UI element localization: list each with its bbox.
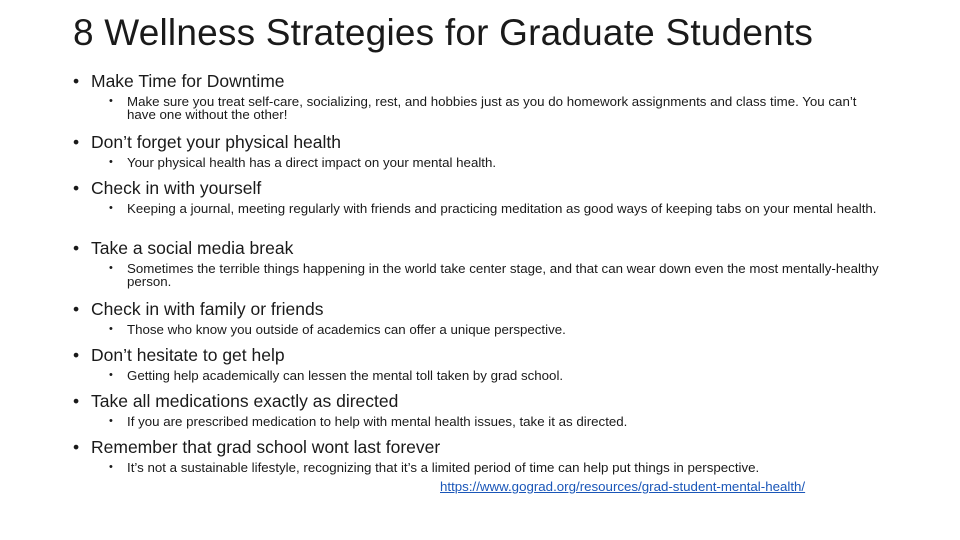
strategy-item bbox=[0, 237, 960, 288]
strategy-heading: Check in with family or friends bbox=[91, 299, 324, 319]
strategy-detail: Make sure you treat self-care, socializing, rest, and hobbies just as you do homework assignments and class time. You can’t have one without the other! bbox=[127, 94, 857, 122]
strategy-detail: Your physical health has a direct impact on your mental health. bbox=[127, 155, 497, 170]
strategy-detail: Sometimes the terrible things happening in the world take center stage, and that can wear down even the most mentally-healthy person. bbox=[127, 261, 879, 289]
strategy-heading: Remember that grad school wont last forever bbox=[91, 437, 441, 457]
strategy-heading: Take a social media break bbox=[91, 238, 294, 258]
bullet: • bbox=[73, 391, 80, 411]
bullet: • bbox=[109, 202, 113, 214]
strategy-item bbox=[0, 390, 960, 428]
bullet: • bbox=[73, 71, 80, 91]
bullet: • bbox=[73, 132, 80, 152]
strategy-heading: Make Time for Downtime bbox=[91, 71, 285, 91]
strategy-detail: Those who know you outside of academics can offer a unique perspective. bbox=[127, 322, 566, 337]
bullet: • bbox=[109, 323, 113, 335]
slide-title: 8 Wellness Strategies for Graduate Students bbox=[73, 12, 814, 53]
source-link[interactable]: https://www.gograd.org/resources/grad-student-mental-health/ bbox=[440, 479, 806, 494]
strategy-detail: It’s not a sustainable lifestyle, recognizing that it’s a limited period of time can help put things in perspective. bbox=[127, 460, 760, 475]
bullet: • bbox=[109, 461, 113, 473]
bullet: • bbox=[73, 437, 80, 457]
strategy-heading: Check in with yourself bbox=[91, 178, 262, 198]
bullet: • bbox=[73, 238, 80, 258]
bullet: • bbox=[109, 156, 113, 168]
strategy-item bbox=[0, 344, 960, 382]
strategy-item bbox=[0, 70, 960, 121]
bullet: • bbox=[109, 95, 113, 107]
strategy-item bbox=[0, 131, 960, 169]
strategy-item bbox=[0, 436, 960, 474]
strategy-item bbox=[0, 177, 960, 215]
bullet: • bbox=[109, 369, 113, 381]
strategy-heading: Don’t forget your physical health bbox=[91, 132, 341, 152]
bullet: • bbox=[109, 262, 113, 274]
bullet: • bbox=[109, 415, 113, 427]
strategy-heading: Don’t hesitate to get help bbox=[91, 345, 285, 365]
bullet: • bbox=[73, 345, 80, 365]
strategy-detail: Getting help academically can lessen the mental toll taken by grad school. bbox=[127, 368, 564, 383]
strategy-detail: Keeping a journal, meeting regularly with friends and practicing meditation as good ways of keeping tabs on your mental health. bbox=[127, 201, 877, 216]
bullet: • bbox=[73, 178, 80, 198]
strategy-detail: If you are prescribed medication to help with mental health issues, take it as directed. bbox=[127, 414, 628, 429]
bullet: • bbox=[73, 299, 80, 319]
strategy-item bbox=[0, 298, 960, 336]
strategy-heading: Take all medications exactly as directed bbox=[91, 391, 399, 411]
